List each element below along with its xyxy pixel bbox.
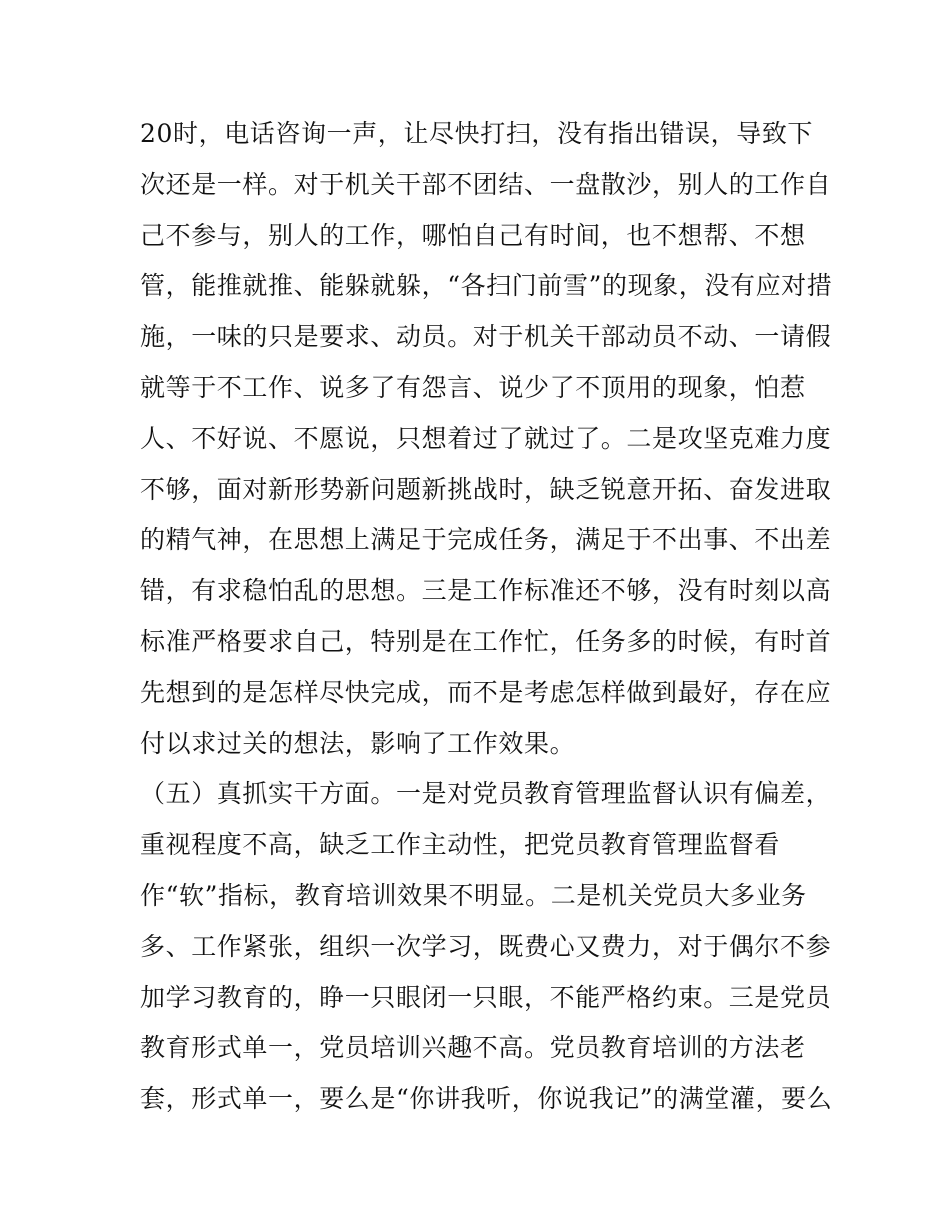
text-line-8: 不够，面对新形势新问题新挑战时，缺乏锐意开拓、奋发进取: [140, 474, 832, 504]
text-line-14: （五）真抓实干方面。一是对党员教育管理监督认识有偏差，: [140, 779, 832, 809]
text-line-10: 错，有求稳怕乱的思想。三是工作标准还不够，没有时刻以高: [140, 576, 832, 606]
text-line-20: 套，形式单一，要么是“你讲我听，你说我记”的满堂灌，要么: [140, 1084, 833, 1114]
text-line-6: 就等于不工作、说多了有怨言、说少了不顶用的现象，怕惹: [140, 372, 806, 402]
text-line-9: 的精气神，在思想上满足于完成任务，满足于不出事、不出差: [140, 525, 832, 555]
text-line-16: 作“软”指标，教育培训效果不明显。二是机关党员大多业务: [140, 880, 807, 910]
text-line-5: 施，一味的只是要求、动员。对于机关干部动员不动、一请假: [140, 322, 832, 352]
text-line-13: 付以求过关的想法，影响了工作效果。: [140, 728, 576, 758]
body-text: [140, 109, 833, 1125]
text-line-15: 重视程度不高，缺乏工作主动性，把党员教育管理监督看: [140, 830, 781, 860]
text-line-4: 管，能推就推、能躲就躲，“各扫门前雪”的现象，没有应对措: [140, 271, 833, 301]
text-line-2: 次还是一样。对于机关干部不团结、一盘散沙，别人的工作自: [140, 169, 832, 199]
text-line-19: 教育形式单一，党员培训兴趣不高。党员教育培训的方法老: [140, 1033, 806, 1063]
text-line-11: 标准严格要求自己，特别是在工作忙，任务多的时候，有时首: [140, 626, 832, 656]
text-line-18: 加学习教育的，睁一只眼闭一只眼，不能严格约束。三是党员: [140, 982, 832, 1012]
text-line-1: 20时，电话咨询一声，让尽快打扫，没有指出错误，导致下: [140, 119, 814, 148]
text-line-17: 多、工作紧张，组织一次学习，既费心又费力，对于偶尔不参: [140, 931, 832, 961]
text-line-7: 人、不好说、不愿说，只想着过了就过了。二是攻坚克难力度: [140, 423, 832, 453]
text-line-12: 先想到的是怎样尽快完成，而不是考虑怎样做到最好，存在应: [140, 677, 832, 707]
text-line-3: 己不参与，别人的工作，哪怕自己有时间，也不想帮、不想: [140, 220, 806, 250]
